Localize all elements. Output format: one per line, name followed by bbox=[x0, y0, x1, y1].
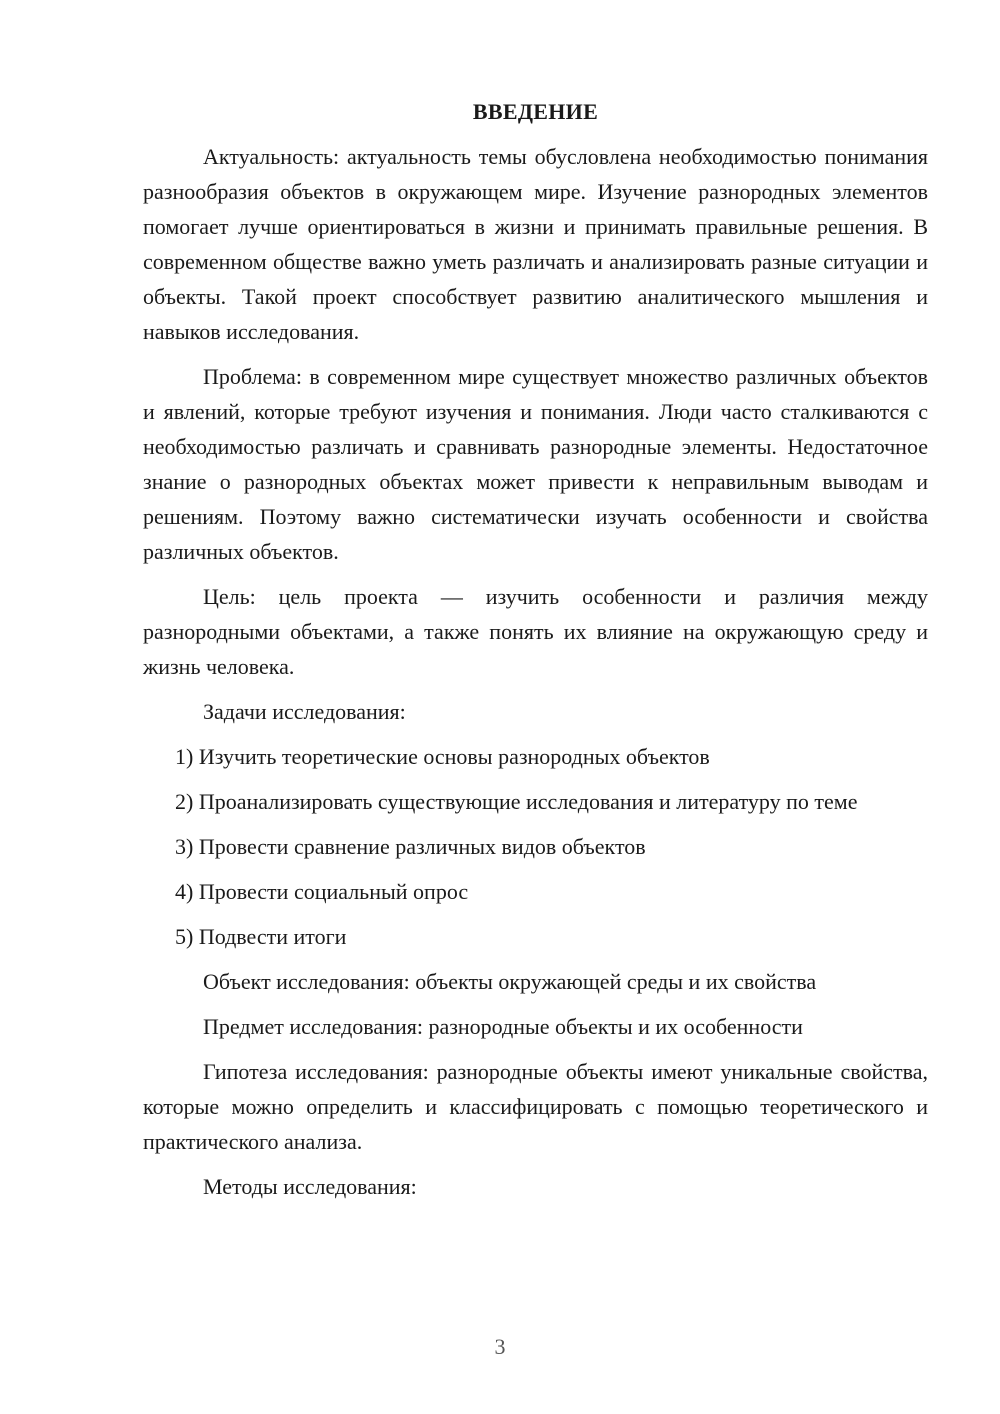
list-item: 4) Провести социальный опрос bbox=[175, 879, 469, 904]
paragraph-goal: Цель: цель проекта — изучить особенности и различия между разнородными объектами, а также понять их влияние на окружающую среду и жизнь человека. bbox=[143, 584, 928, 679]
list-item: 3) Провести сравнение различных видов объектов bbox=[175, 834, 646, 859]
paragraph-hypothesis: Гипотеза исследования: разнородные объекты имеют уникальные свойства, которые можно определить и классифицировать с помощью теоретического и практического анализа. bbox=[143, 1059, 928, 1154]
paragraph-object: Объект исследования: объекты окружающей среды и их свойства bbox=[203, 969, 817, 994]
section-title: ВВЕДЕНИЕ bbox=[472, 99, 599, 124]
tasks-list bbox=[143, 739, 928, 954]
tasks-heading: Задачи исследования: bbox=[203, 699, 406, 724]
list-item: 2) Проанализировать существующие исследования и литературу по теме bbox=[175, 789, 858, 814]
list-item: 5) Подвести итоги bbox=[175, 924, 347, 949]
paragraph-methods: Методы исследования: bbox=[203, 1174, 417, 1199]
list-item: 1) Изучить теоретические основы разнородных объектов bbox=[175, 744, 710, 769]
page-number: 3 bbox=[494, 1334, 506, 1359]
paragraph-relevance: Актуальность: актуальность темы обусловлена необходимостью понимания разнообразия объектов в окружающем мире. Изучение разнородных элементов помогает лучше ориентироваться в жизни и принимать правильные решения. В современном обществе важно уметь различать и анализировать разные ситуации и объекты. Такой проект способствует развитию аналитического мышления и навыков исследования. bbox=[143, 144, 928, 344]
paragraph-subject: Предмет исследования: разнородные объекты и их особенности bbox=[203, 1014, 803, 1039]
paragraph-problem: Проблема: в современном мире существует множество различных объектов и явлений, которые требуют изучения и понимания. Люди часто сталкиваются с необходимостью различать и сравнивать разнородные элементы. Недостаточное знание о разнородных объектах может привести к неправильным выводам и решениям. Поэтому важно систематически изучать особенности и свойства различных объектов. bbox=[143, 364, 928, 564]
